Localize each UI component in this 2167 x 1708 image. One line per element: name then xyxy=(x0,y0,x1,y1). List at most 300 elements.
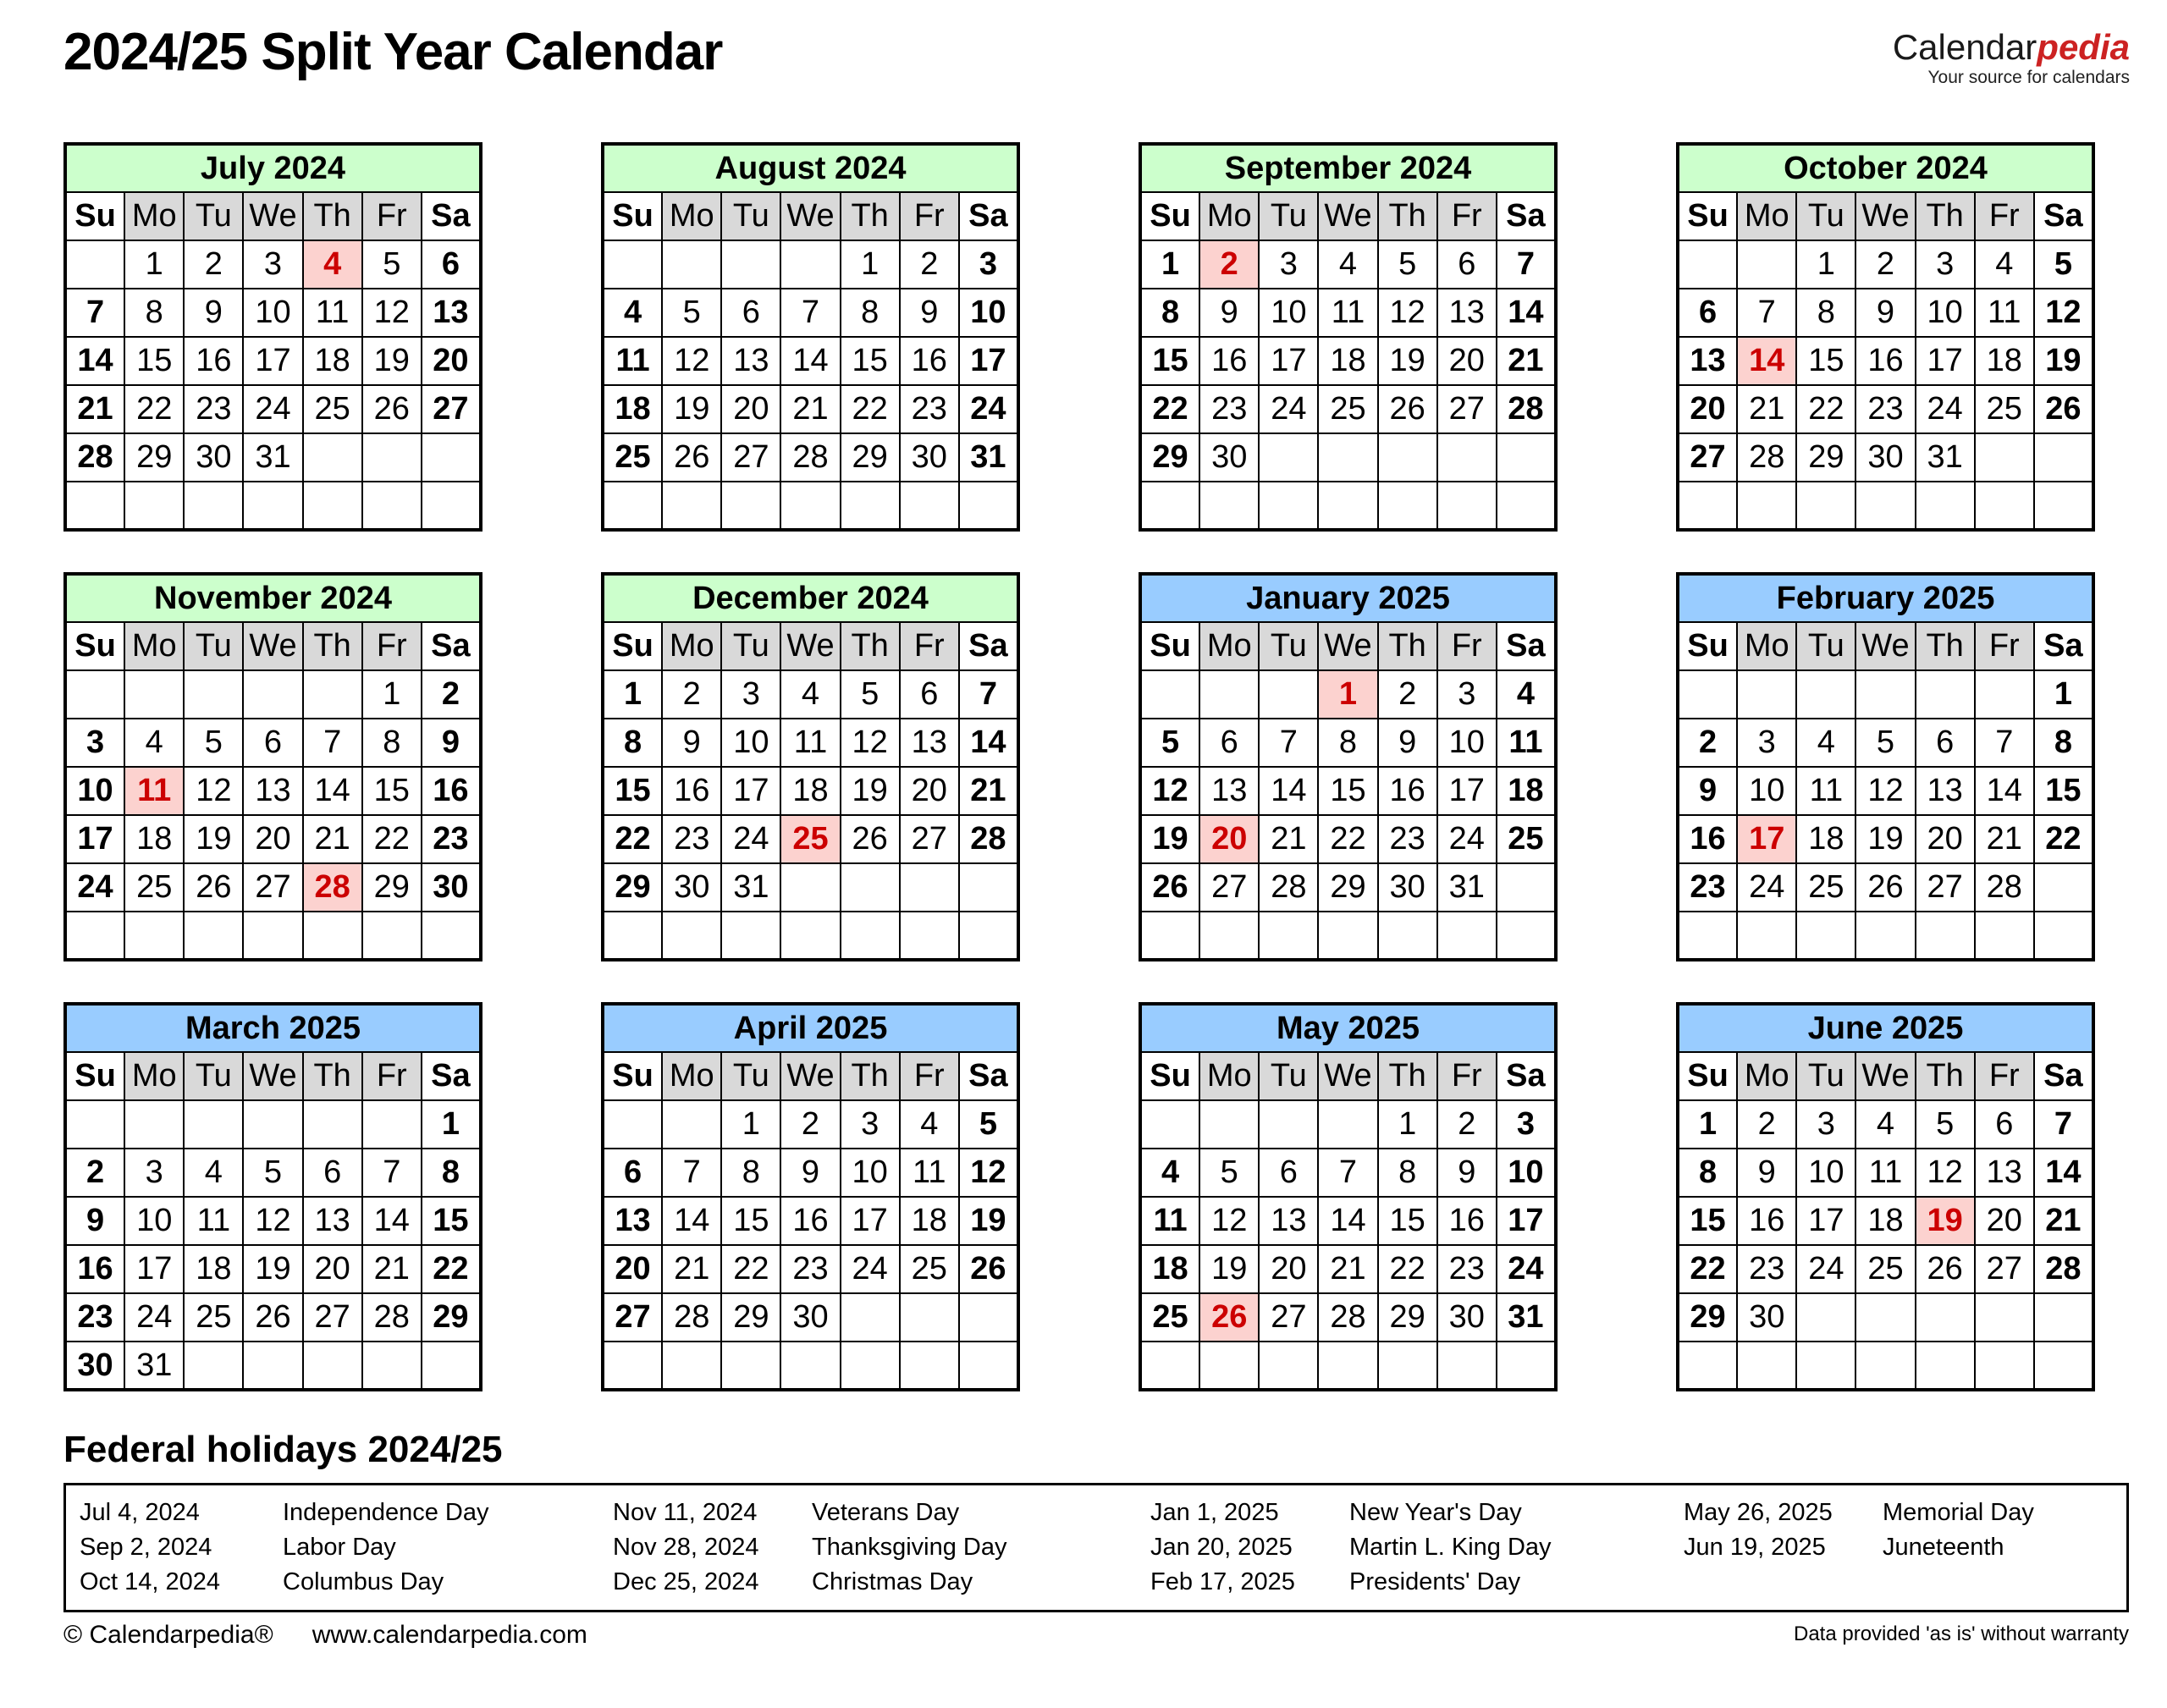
empty-day-cell xyxy=(124,670,184,719)
day-cell: 9 xyxy=(900,289,959,337)
day-cell: 27 xyxy=(1259,1293,1318,1342)
day-cell: 7 xyxy=(1318,1149,1377,1197)
day-cell: 23 xyxy=(65,1293,124,1342)
day-cell: 27 xyxy=(422,385,481,433)
empty-day-cell xyxy=(1737,1342,1796,1390)
weekday-header-tu: Tu xyxy=(184,1052,243,1100)
day-cell: 14 xyxy=(1259,767,1318,815)
day-cell: 18 xyxy=(603,385,662,433)
empty-day-cell xyxy=(2034,1293,2093,1342)
weekday-header-sa: Sa xyxy=(1497,192,1556,240)
day-cell: 13 xyxy=(1199,767,1259,815)
day-cell: 4 xyxy=(1796,719,1855,767)
weekday-header-tu: Tu xyxy=(1796,622,1855,670)
empty-day-cell xyxy=(1199,670,1259,719)
empty-day-cell xyxy=(1437,912,1497,960)
empty-day-cell xyxy=(1975,912,2034,960)
empty-day-cell xyxy=(1678,670,1737,719)
day-cell: 18 xyxy=(124,815,184,863)
empty-day-cell xyxy=(243,670,302,719)
day-cell: 28 xyxy=(662,1293,721,1342)
day-cell: 12 xyxy=(243,1197,302,1245)
weekday-header-th: Th xyxy=(1916,192,1975,240)
empty-day-cell xyxy=(124,482,184,530)
page-title: 2024/25 Split Year Calendar xyxy=(63,23,723,81)
weekday-header-tu: Tu xyxy=(1796,1052,1855,1100)
empty-day-cell xyxy=(1437,433,1497,482)
empty-day-cell xyxy=(1796,1342,1855,1390)
day-cell: 4 xyxy=(1855,1100,1915,1149)
day-cell: 14 xyxy=(959,719,1018,767)
day-cell: 29 xyxy=(1796,433,1855,482)
empty-day-cell xyxy=(1437,1342,1497,1390)
day-cell: 25 xyxy=(1497,815,1556,863)
day-cell: 3 xyxy=(1259,240,1318,289)
weekday-header-th: Th xyxy=(1916,622,1975,670)
day-cell: 1 xyxy=(603,670,662,719)
day-cell: 2 xyxy=(184,240,243,289)
day-cell: 24 xyxy=(124,1293,184,1342)
day-cell: 2 xyxy=(900,240,959,289)
empty-day-cell xyxy=(1497,863,1556,912)
day-cell: 1 xyxy=(362,670,422,719)
day-cell: 11 xyxy=(1975,289,2034,337)
day-cell: 3 xyxy=(1796,1100,1855,1149)
empty-day-cell xyxy=(65,670,124,719)
day-cell: 26 xyxy=(1378,385,1437,433)
day-cell: 2 xyxy=(1737,1100,1796,1149)
day-cell: 15 xyxy=(1318,767,1377,815)
day-cell: 4 xyxy=(900,1100,959,1149)
empty-day-cell xyxy=(1737,482,1796,530)
day-cell: 28 xyxy=(1975,863,2034,912)
weekday-header-th: Th xyxy=(303,622,362,670)
day-cell: 19 xyxy=(662,385,721,433)
day-cell: 25 xyxy=(603,433,662,482)
day-cell: 30 xyxy=(900,433,959,482)
empty-day-cell xyxy=(124,1100,184,1149)
holiday-date: Jan 20, 2025 xyxy=(1150,1534,1293,1561)
day-cell: 17 xyxy=(65,815,124,863)
empty-day-cell xyxy=(721,912,780,960)
day-cell: 26 xyxy=(662,433,721,482)
empty-day-cell xyxy=(362,1100,422,1149)
day-cell: 20 xyxy=(1199,815,1259,863)
holiday-date: Jun 19, 2025 xyxy=(1684,1534,1826,1561)
footer-left xyxy=(63,1621,587,1650)
month-title-december-2024: December 2024 xyxy=(603,574,1018,622)
day-cell: 24 xyxy=(1916,385,1975,433)
day-cell: 20 xyxy=(603,1245,662,1293)
page-header xyxy=(0,0,2167,100)
weekday-header-we: We xyxy=(780,192,840,240)
day-cell: 21 xyxy=(1259,815,1318,863)
day-cell: 22 xyxy=(721,1245,780,1293)
day-cell: 14 xyxy=(65,337,124,385)
day-cell: 3 xyxy=(959,240,1018,289)
day-cell: 13 xyxy=(1259,1197,1318,1245)
day-cell: 21 xyxy=(303,815,362,863)
day-cell: 8 xyxy=(1378,1149,1437,1197)
weekday-header-fr: Fr xyxy=(1975,192,2034,240)
month-calendar-february-2025 xyxy=(1676,572,2095,961)
empty-day-cell xyxy=(1497,433,1556,482)
day-cell: 7 xyxy=(959,670,1018,719)
empty-day-cell xyxy=(1497,912,1556,960)
empty-day-cell xyxy=(303,1342,362,1390)
day-cell: 24 xyxy=(721,815,780,863)
day-cell: 10 xyxy=(721,719,780,767)
day-cell: 7 xyxy=(362,1149,422,1197)
day-cell: 16 xyxy=(900,337,959,385)
empty-day-cell xyxy=(1855,1293,1915,1342)
day-cell: 14 xyxy=(1318,1197,1377,1245)
empty-day-cell xyxy=(959,1342,1018,1390)
weekday-header-su: Su xyxy=(65,622,124,670)
weekday-header-tu: Tu xyxy=(184,192,243,240)
empty-day-cell xyxy=(1855,482,1915,530)
day-cell: 20 xyxy=(422,337,481,385)
holiday-name: Thanksgiving Day xyxy=(812,1534,1007,1561)
empty-day-cell xyxy=(1378,1342,1437,1390)
weekday-header-we: We xyxy=(1318,622,1377,670)
day-cell: 4 xyxy=(1497,670,1556,719)
day-cell: 11 xyxy=(900,1149,959,1197)
day-cell: 25 xyxy=(1318,385,1377,433)
day-cell: 17 xyxy=(1737,815,1796,863)
empty-day-cell xyxy=(2034,863,2093,912)
empty-day-cell xyxy=(1975,433,2034,482)
day-cell: 26 xyxy=(1199,1293,1259,1342)
day-cell: 31 xyxy=(721,863,780,912)
day-cell: 28 xyxy=(959,815,1018,863)
day-cell: 27 xyxy=(1678,433,1737,482)
day-cell: 26 xyxy=(2034,385,2093,433)
day-cell: 11 xyxy=(1796,767,1855,815)
weekday-header-we: We xyxy=(243,622,302,670)
day-cell: 28 xyxy=(1497,385,1556,433)
weekday-header-we: We xyxy=(243,1052,302,1100)
day-cell: 13 xyxy=(900,719,959,767)
day-cell: 14 xyxy=(2034,1149,2093,1197)
day-cell: 11 xyxy=(303,289,362,337)
day-cell: 30 xyxy=(422,863,481,912)
day-cell: 16 xyxy=(422,767,481,815)
empty-day-cell xyxy=(362,912,422,960)
empty-day-cell xyxy=(243,482,302,530)
empty-day-cell xyxy=(1378,433,1437,482)
day-cell: 22 xyxy=(1378,1245,1437,1293)
day-cell: 15 xyxy=(1678,1197,1737,1245)
day-cell: 23 xyxy=(662,815,721,863)
holiday-name: Presidents' Day xyxy=(1349,1568,1521,1595)
day-cell: 15 xyxy=(2034,767,2093,815)
empty-day-cell xyxy=(1140,670,1199,719)
empty-day-cell xyxy=(1199,1100,1259,1149)
day-cell: 28 xyxy=(1318,1293,1377,1342)
empty-day-cell xyxy=(841,482,900,530)
day-cell: 16 xyxy=(1678,815,1737,863)
day-cell: 25 xyxy=(1975,385,2034,433)
empty-day-cell xyxy=(1318,482,1377,530)
day-cell: 2 xyxy=(662,670,721,719)
holiday-name: Columbus Day xyxy=(283,1568,444,1595)
empty-day-cell xyxy=(184,482,243,530)
federal-holidays-table xyxy=(80,1496,2118,1600)
day-cell: 10 xyxy=(1916,289,1975,337)
day-cell: 26 xyxy=(1140,863,1199,912)
day-cell: 16 xyxy=(1855,337,1915,385)
empty-day-cell xyxy=(1497,482,1556,530)
day-cell: 16 xyxy=(65,1245,124,1293)
empty-day-cell xyxy=(1259,670,1318,719)
day-cell: 26 xyxy=(841,815,900,863)
day-cell: 1 xyxy=(1140,240,1199,289)
weekday-header-mo: Mo xyxy=(1199,1052,1259,1100)
day-cell: 17 xyxy=(1437,767,1497,815)
weekday-header-we: We xyxy=(1855,622,1915,670)
day-cell: 13 xyxy=(1975,1149,2034,1197)
holiday-name: Juneteenth xyxy=(1883,1534,2004,1561)
weekday-header-tu: Tu xyxy=(184,622,243,670)
day-cell: 18 xyxy=(1796,815,1855,863)
weekday-header-th: Th xyxy=(1378,192,1437,240)
holiday-date xyxy=(1684,1565,1883,1600)
empty-day-cell xyxy=(65,482,124,530)
day-cell: 10 xyxy=(1796,1149,1855,1197)
day-cell: 21 xyxy=(662,1245,721,1293)
empty-day-cell xyxy=(780,482,840,530)
empty-day-cell xyxy=(243,912,302,960)
empty-day-cell xyxy=(1318,433,1377,482)
weekday-header-mo: Mo xyxy=(124,1052,184,1100)
day-cell: 26 xyxy=(362,385,422,433)
empty-day-cell xyxy=(184,670,243,719)
empty-day-cell xyxy=(900,1293,959,1342)
day-cell: 9 xyxy=(662,719,721,767)
empty-day-cell xyxy=(1259,433,1318,482)
month-calendar-march-2025 xyxy=(63,1002,482,1391)
empty-day-cell xyxy=(1975,1293,2034,1342)
weekday-header-mo: Mo xyxy=(1199,192,1259,240)
day-cell: 4 xyxy=(780,670,840,719)
day-cell: 21 xyxy=(1975,815,2034,863)
weekday-header-sa: Sa xyxy=(422,1052,481,1100)
empty-day-cell xyxy=(959,1293,1018,1342)
day-cell: 28 xyxy=(362,1293,422,1342)
day-cell: 6 xyxy=(422,240,481,289)
day-cell: 4 xyxy=(1140,1149,1199,1197)
day-cell: 9 xyxy=(1737,1149,1796,1197)
calendarpedia-logo xyxy=(1893,29,2130,87)
day-cell: 14 xyxy=(362,1197,422,1245)
day-cell: 10 xyxy=(65,767,124,815)
day-cell: 31 xyxy=(243,433,302,482)
empty-day-cell xyxy=(2034,482,2093,530)
month-calendar-september-2024 xyxy=(1139,142,1558,532)
day-cell: 11 xyxy=(603,337,662,385)
day-cell: 18 xyxy=(780,767,840,815)
day-cell: 28 xyxy=(1259,863,1318,912)
empty-day-cell xyxy=(1916,670,1975,719)
weekday-header-sa: Sa xyxy=(2034,1052,2093,1100)
empty-day-cell xyxy=(1140,1100,1199,1149)
day-cell: 19 xyxy=(841,767,900,815)
day-cell: 25 xyxy=(303,385,362,433)
day-cell: 11 xyxy=(1318,289,1377,337)
empty-day-cell xyxy=(1140,912,1199,960)
day-cell: 23 xyxy=(1437,1245,1497,1293)
empty-day-cell xyxy=(841,1342,900,1390)
weekday-header-su: Su xyxy=(603,192,662,240)
empty-day-cell xyxy=(1975,482,2034,530)
day-cell: 9 xyxy=(780,1149,840,1197)
day-cell: 12 xyxy=(1140,767,1199,815)
day-cell: 4 xyxy=(1318,240,1377,289)
day-cell: 12 xyxy=(1916,1149,1975,1197)
day-cell: 18 xyxy=(303,337,362,385)
day-cell: 21 xyxy=(1497,337,1556,385)
day-cell: 10 xyxy=(959,289,1018,337)
day-cell: 22 xyxy=(1140,385,1199,433)
day-cell: 31 xyxy=(1437,863,1497,912)
day-cell: 13 xyxy=(721,337,780,385)
weekday-header-mo: Mo xyxy=(1737,622,1796,670)
day-cell: 9 xyxy=(1437,1149,1497,1197)
day-cell: 7 xyxy=(303,719,362,767)
day-cell: 24 xyxy=(243,385,302,433)
day-cell: 20 xyxy=(303,1245,362,1293)
empty-day-cell xyxy=(243,1342,302,1390)
day-cell: 25 xyxy=(1140,1293,1199,1342)
day-cell: 8 xyxy=(1318,719,1377,767)
logo-part-calendar: Calendar xyxy=(1892,27,2037,67)
day-cell: 12 xyxy=(959,1149,1018,1197)
month-title-march-2025: March 2025 xyxy=(65,1004,481,1052)
weekday-header-sa: Sa xyxy=(1497,622,1556,670)
weekday-header-su: Su xyxy=(1140,1052,1199,1100)
day-cell: 16 xyxy=(1737,1197,1796,1245)
weekday-header-we: We xyxy=(780,1052,840,1100)
holiday-name: New Year's Day xyxy=(1349,1499,1522,1526)
day-cell: 24 xyxy=(959,385,1018,433)
day-cell: 15 xyxy=(1140,337,1199,385)
day-cell: 5 xyxy=(243,1149,302,1197)
day-cell: 8 xyxy=(422,1149,481,1197)
day-cell: 9 xyxy=(1199,289,1259,337)
day-cell: 29 xyxy=(721,1293,780,1342)
day-cell: 1 xyxy=(2034,670,2093,719)
holiday-date: Nov 28, 2024 xyxy=(613,1534,759,1561)
day-cell: 20 xyxy=(1437,337,1497,385)
weekday-header-sa: Sa xyxy=(1497,1052,1556,1100)
day-cell: 5 xyxy=(1916,1100,1975,1149)
empty-day-cell xyxy=(362,1342,422,1390)
weekday-header-fr: Fr xyxy=(900,622,959,670)
day-cell: 12 xyxy=(841,719,900,767)
weekday-header-tu: Tu xyxy=(1259,192,1318,240)
day-cell: 23 xyxy=(1199,385,1259,433)
weekday-header-sa: Sa xyxy=(2034,192,2093,240)
weekday-header-sa: Sa xyxy=(959,622,1018,670)
month-calendar-august-2024 xyxy=(601,142,1020,532)
day-cell: 21 xyxy=(959,767,1018,815)
day-cell: 24 xyxy=(1497,1245,1556,1293)
weekday-header-th: Th xyxy=(303,192,362,240)
day-cell: 6 xyxy=(1678,289,1737,337)
empty-day-cell xyxy=(1855,1342,1915,1390)
day-cell: 5 xyxy=(362,240,422,289)
weekday-header-fr: Fr xyxy=(362,622,422,670)
day-cell: 15 xyxy=(1796,337,1855,385)
empty-day-cell xyxy=(959,863,1018,912)
day-cell: 27 xyxy=(721,433,780,482)
empty-day-cell xyxy=(1140,482,1199,530)
day-cell: 3 xyxy=(721,670,780,719)
holiday-date: May 26, 2025 xyxy=(1684,1499,1833,1526)
weekday-header-su: Su xyxy=(65,192,124,240)
empty-day-cell xyxy=(1737,912,1796,960)
day-cell: 8 xyxy=(1678,1149,1737,1197)
day-cell: 19 xyxy=(1855,815,1915,863)
day-cell: 31 xyxy=(1916,433,1975,482)
day-cell: 28 xyxy=(2034,1245,2093,1293)
empty-day-cell xyxy=(1199,482,1259,530)
day-cell: 29 xyxy=(362,863,422,912)
day-cell: 3 xyxy=(65,719,124,767)
empty-day-cell xyxy=(1975,1342,2034,1390)
day-cell: 30 xyxy=(1378,863,1437,912)
day-cell: 1 xyxy=(1378,1100,1437,1149)
day-cell: 25 xyxy=(900,1245,959,1293)
weekday-header-mo: Mo xyxy=(662,1052,721,1100)
day-cell: 3 xyxy=(124,1149,184,1197)
empty-day-cell xyxy=(841,1293,900,1342)
empty-day-cell xyxy=(1318,1342,1377,1390)
weekday-header-fr: Fr xyxy=(900,1052,959,1100)
day-cell: 29 xyxy=(1378,1293,1437,1342)
day-cell: 17 xyxy=(1916,337,1975,385)
empty-day-cell xyxy=(1796,482,1855,530)
empty-day-cell xyxy=(303,1100,362,1149)
federal-holidays-heading: Federal holidays 2024/25 xyxy=(63,1429,503,1470)
day-cell: 4 xyxy=(124,719,184,767)
day-cell: 2 xyxy=(1199,240,1259,289)
day-cell: 10 xyxy=(1259,289,1318,337)
day-cell: 17 xyxy=(721,767,780,815)
weekday-header-tu: Tu xyxy=(721,192,780,240)
day-cell: 25 xyxy=(1855,1245,1915,1293)
day-cell: 31 xyxy=(124,1342,184,1390)
day-cell: 16 xyxy=(1199,337,1259,385)
day-cell: 13 xyxy=(243,767,302,815)
day-cell: 7 xyxy=(1975,719,2034,767)
day-cell: 14 xyxy=(303,767,362,815)
day-cell: 11 xyxy=(780,719,840,767)
day-cell: 16 xyxy=(1437,1197,1497,1245)
day-cell: 17 xyxy=(1796,1197,1855,1245)
day-cell: 27 xyxy=(1975,1245,2034,1293)
day-cell: 13 xyxy=(1678,337,1737,385)
empty-day-cell xyxy=(603,482,662,530)
day-cell: 19 xyxy=(362,337,422,385)
day-cell: 9 xyxy=(1855,289,1915,337)
weekday-header-we: We xyxy=(1855,192,1915,240)
weekday-header-tu: Tu xyxy=(1796,192,1855,240)
day-cell: 8 xyxy=(1796,289,1855,337)
weekday-header-su: Su xyxy=(65,1052,124,1100)
empty-day-cell xyxy=(1199,912,1259,960)
